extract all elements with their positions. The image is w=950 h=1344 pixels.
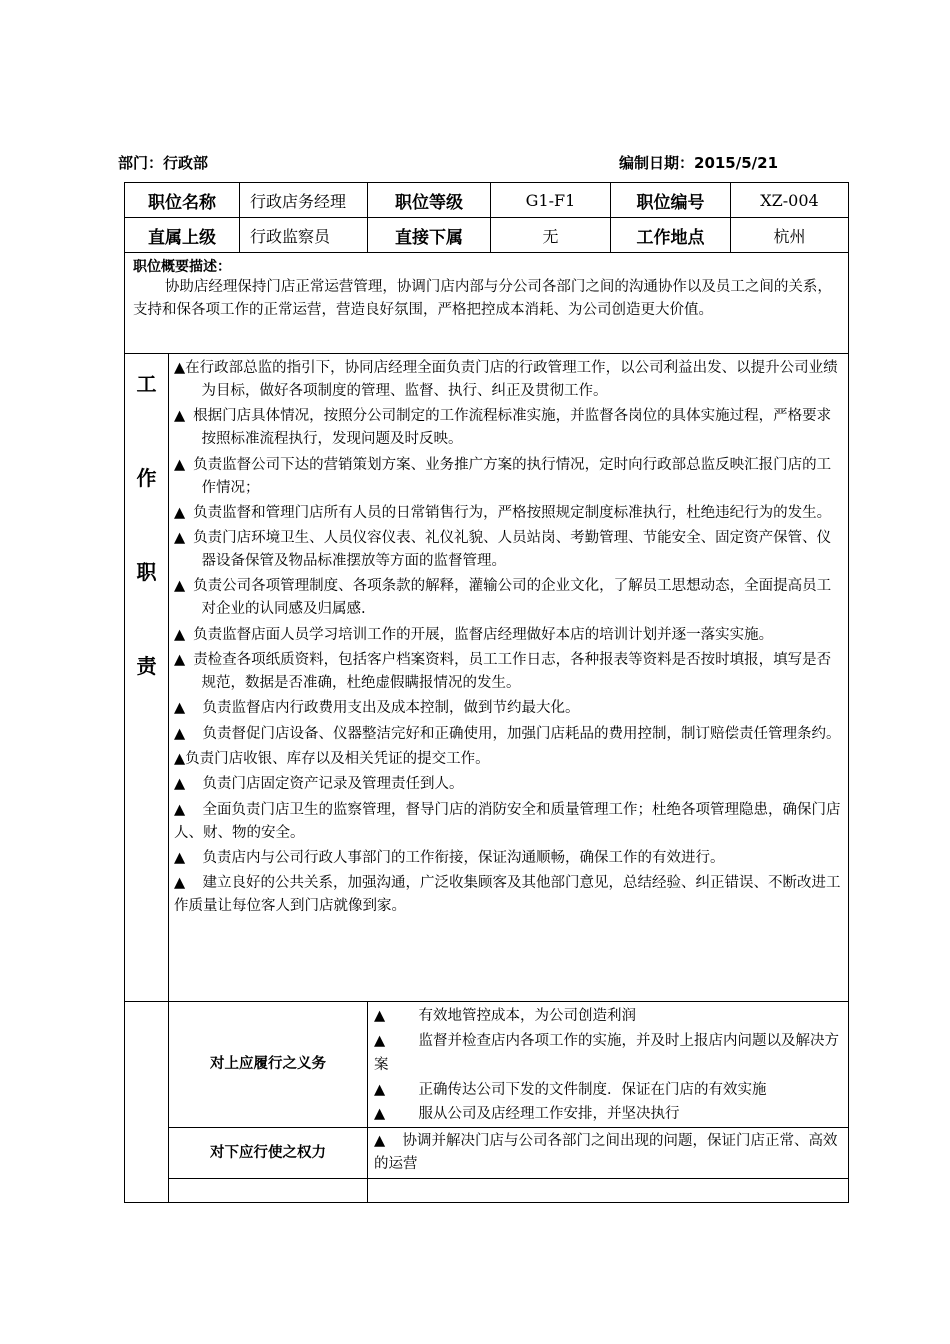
position-name-label: 职位名称 — [125, 183, 240, 218]
triangle-bullet-icon: ▲ — [174, 776, 186, 793]
duty-item: ▲ 负责监督公司下达的营销策划方案、业务推广方案的执行情况，定时向行政部总监反映汇报门店的工作情况； — [174, 456, 832, 496]
subordinate-value: 无 — [491, 218, 611, 253]
subordinate-label: 直接下属 — [368, 218, 491, 253]
duties-label-char: 责 — [136, 654, 157, 678]
position-code-value: XZ-004 — [731, 183, 849, 218]
empty-cell — [368, 1178, 849, 1202]
info-row-2 — [125, 218, 849, 253]
triangle-bullet-icon: ▲ — [174, 750, 186, 767]
superior-value: 行政监察员 — [240, 218, 368, 253]
triangle-bullet-icon: ▲ — [174, 578, 186, 595]
duty-item: ▲ 负责门店固定资产记录及管理责任到人。 — [174, 776, 464, 793]
position-level-value: G1-F1 — [491, 183, 611, 218]
duties-row — [125, 354, 849, 1002]
position-code-label: 职位编号 — [611, 183, 731, 218]
position-name-value: 行政店务经理 — [240, 183, 368, 218]
summary-title: 职位概要描述： — [133, 259, 231, 275]
obligation-item: ▲ 监督并检查店内各项工作的实施，并及时上报店内问题以及解决方案 — [374, 1032, 839, 1073]
compile-date: 编制日期：2015/5/21 — [619, 154, 779, 172]
powers-row — [125, 1127, 849, 1178]
obligation-item: ▲ 服从公司及店经理工作安排，并坚决执行 — [374, 1106, 680, 1122]
info-row-1 — [125, 183, 849, 218]
empty-cell — [169, 1178, 368, 1202]
position-level-label: 职位等级 — [368, 183, 491, 218]
triangle-bullet-icon: ▲ — [174, 700, 186, 717]
blank-left-cell — [125, 1002, 169, 1203]
triangle-bullet-icon: ▲ — [374, 1106, 386, 1122]
triangle-bullet-icon: ▲ — [374, 1008, 386, 1024]
summary-row — [125, 253, 849, 354]
triangle-bullet-icon: ▲ — [174, 530, 186, 547]
duty-item: ▲ 全面负责门店卫生的监察管理，督导门店的消防安全和质量管理工作；杜绝各项管理隐患，确保门店人、财、物的安全。 — [174, 801, 841, 841]
duty-item: ▲ 根据门店具体情况，按照分公司制定的工作流程标准实施，并监督各岗位的具体实施过程，严格要求按照标准流程执行，发现问题及时反映。 — [174, 408, 832, 448]
power-item: ▲ 协调并解决门店与公司各部门之间出现的问题，保证门店正常、高效的运营 — [374, 1132, 838, 1172]
triangle-bullet-icon: ▲ — [174, 360, 186, 376]
obligation-item: ▲ 有效地管控成本，为公司创造利润 — [374, 1008, 636, 1024]
location-value: 杭州 — [731, 218, 849, 253]
triangle-bullet-icon: ▲ — [174, 456, 186, 473]
duty-item: ▲ 负责监督店面人员学习培训工作的开展，监督店经理做好本店的培训计划并逐一落实实施。 — [174, 626, 774, 643]
empty-row — [125, 1178, 849, 1202]
duty-item: ▲ 负责门店环境卫生、人员仪容仪表、礼仪礼貌、人员站岗、考勤管理、节能安全、固定资产保管、仪器设备保管及物品标准摆放等方面的监督管理。 — [174, 530, 832, 570]
triangle-bullet-icon: ▲ — [174, 875, 186, 892]
duties-label-char: 职 — [136, 560, 157, 584]
triangle-bullet-icon: ▲ — [174, 652, 186, 669]
location-label: 工作地点 — [611, 218, 731, 253]
duty-item: ▲ 建立良好的公共关系，加强沟通，广泛收集顾客及其他部门意见，总结经验、纠正错误、不断改进工作质量让每位客人到门店就像到家。 — [174, 875, 841, 915]
job-description-table — [124, 182, 849, 1203]
duty-item: ▲ 责检查各项纸质资料，包括客户档案资料，员工工作日志，各种报表等资料是否按时填报，填写是否规范，数据是否准确，杜绝虚假瞒报情况的发生。 — [174, 652, 832, 692]
obligations-row — [125, 1002, 849, 1128]
duties-label-char: 作 — [136, 466, 157, 490]
summary-text: 协助店经理保持门店正常运营管理，协调门店内部与分公司各部门之间的沟通协作以及员工之间的关系，支持和保各项工作的正常运营，营造良好氛围，严格把控成本消耗、为公司创造更大价值。 — [133, 279, 832, 318]
triangle-bullet-icon: ▲ — [374, 1132, 386, 1149]
triangle-bullet-icon: ▲ — [374, 1081, 386, 1098]
duty-item: ▲ 负责监督店内行政费用支出及成本控制，做到节约最大化。 — [174, 700, 580, 717]
powers-label: 对下应行使之权力 — [169, 1127, 368, 1178]
triangle-bullet-icon: ▲ — [174, 849, 186, 866]
department-label: 部门：行政部 — [118, 154, 209, 172]
obligations-label: 对上应履行之义务 — [169, 1002, 368, 1128]
superior-label: 直属上级 — [125, 218, 240, 253]
triangle-bullet-icon: ▲ — [374, 1032, 386, 1049]
duty-item: ▲负责门店收银、库存以及相关凭证的提交工作。 — [174, 750, 490, 767]
duties-label-char: 工 — [136, 372, 157, 396]
triangle-bullet-icon: ▲ — [174, 725, 186, 742]
triangle-bullet-icon: ▲ — [174, 408, 186, 425]
duty-item: ▲ 负责监督和管理门店所有人员的日常销售行为，严格按照规定制度标准执行，杜绝违纪行为的发生。 — [174, 504, 832, 521]
triangle-bullet-icon: ▲ — [174, 801, 186, 818]
duty-item: ▲ 负责店内与公司行政人事部门的工作衔接，保证沟通顺畅，确保工作的有效进行。 — [174, 849, 725, 866]
obligation-item: ▲ 正确传达公司下发的文件制度．保证在门店的有效实施 — [374, 1081, 767, 1098]
triangle-bullet-icon: ▲ — [174, 626, 186, 643]
duties-list — [169, 354, 849, 1002]
obligations-list — [368, 1002, 849, 1128]
summary-cell — [125, 253, 849, 354]
triangle-bullet-icon: ▲ — [174, 504, 186, 521]
duties-label — [125, 354, 169, 1002]
duty-item: ▲ 负责公司各项管理制度、各项条款的解释，灌输公司的企业文化，了解员工思想动态，全面提高员工对企业的认同感及归属感. — [174, 578, 832, 618]
duty-item: ▲在行政部总监的指引下，协同店经理全面负责门店的行政管理工作，以公司利益出发、以提升公司业绩为目标，做好各项制度的管理、监督、执行、纠正及贯彻工作。 — [174, 360, 838, 399]
duty-item: ▲ 负责督促门店设备、仪器整洁完好和正确使用，加强门店耗品的费用控制，制订赔偿责任管理条约。 — [174, 725, 841, 742]
powers-list — [368, 1127, 849, 1178]
